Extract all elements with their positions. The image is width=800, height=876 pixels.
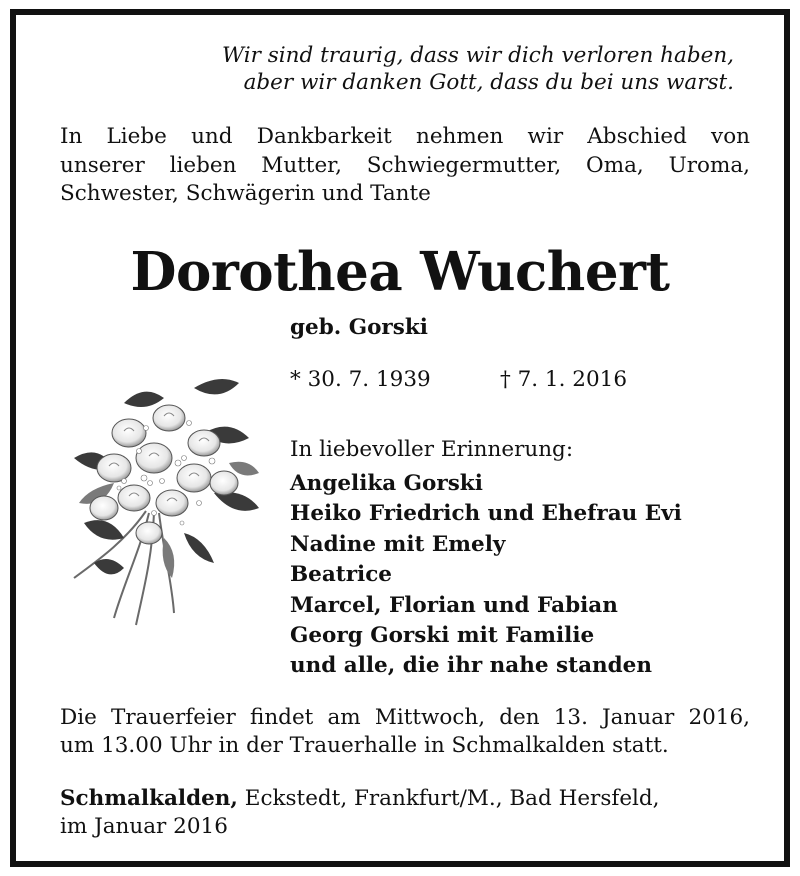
places-line [60, 785, 660, 813]
deceased-name: Dorothea Wuchert [130, 241, 670, 303]
mourner: Beatrice [290, 562, 392, 588]
intro-line-3: Schwester, Schwägerin und Tante [60, 181, 431, 206]
ceremony-line-2: um 13.00 Uhr in der Trauerhalle in Schmalkalden statt. [60, 733, 669, 758]
places-main: Schmalkalden, [60, 786, 238, 811]
places-others: Eckstedt, Frankfurt/M., Bad Hersfeld, [237, 786, 660, 811]
ceremony-line-1: Die Trauerfeier findet am Mittwoch, den 13. Januar 2016, [60, 705, 750, 730]
places [60, 785, 660, 841]
death-date: † 7. 1. 2016 [500, 367, 627, 392]
mourner: Angelika Gorski [290, 471, 483, 496]
quote-line-2: aber wir danken Gott, dass du bei uns warst. [243, 70, 734, 95]
memory-label: In liebevoller Erinnerung: [290, 437, 574, 462]
mourner: Nadine mit Emely [290, 531, 506, 557]
places-date: im Januar 2016 [60, 814, 228, 839]
mourner: und alle, die ihr nahe standen [290, 653, 652, 679]
ceremony-info [60, 704, 750, 760]
birth-date: * 30. 7. 1939 [290, 367, 431, 392]
quote-line-1: Wir sind traurig, dass wir dich verloren haben, [222, 43, 734, 68]
intro-line-2: unserer lieben Mutter, Schwiegermutter, Oma, Uroma, [60, 152, 750, 178]
mourner: Heiko Friedrich und Ehefrau Evi [290, 501, 682, 527]
mourner: Georg Gorski mit Familie [290, 623, 595, 649]
intro-text [60, 123, 750, 209]
mourner: Marcel, Florian und Fabian [290, 592, 618, 618]
life-dates [290, 367, 627, 392]
flower-bouquet-icon [54, 363, 264, 628]
obituary-frame [10, 9, 790, 867]
intro-line-1: In Liebe und Dankbarkeit nehmen wir Abschied von [60, 124, 750, 149]
quote [222, 42, 734, 96]
mourners-list [290, 469, 682, 682]
birth-name: geb. Gorski [290, 315, 428, 340]
